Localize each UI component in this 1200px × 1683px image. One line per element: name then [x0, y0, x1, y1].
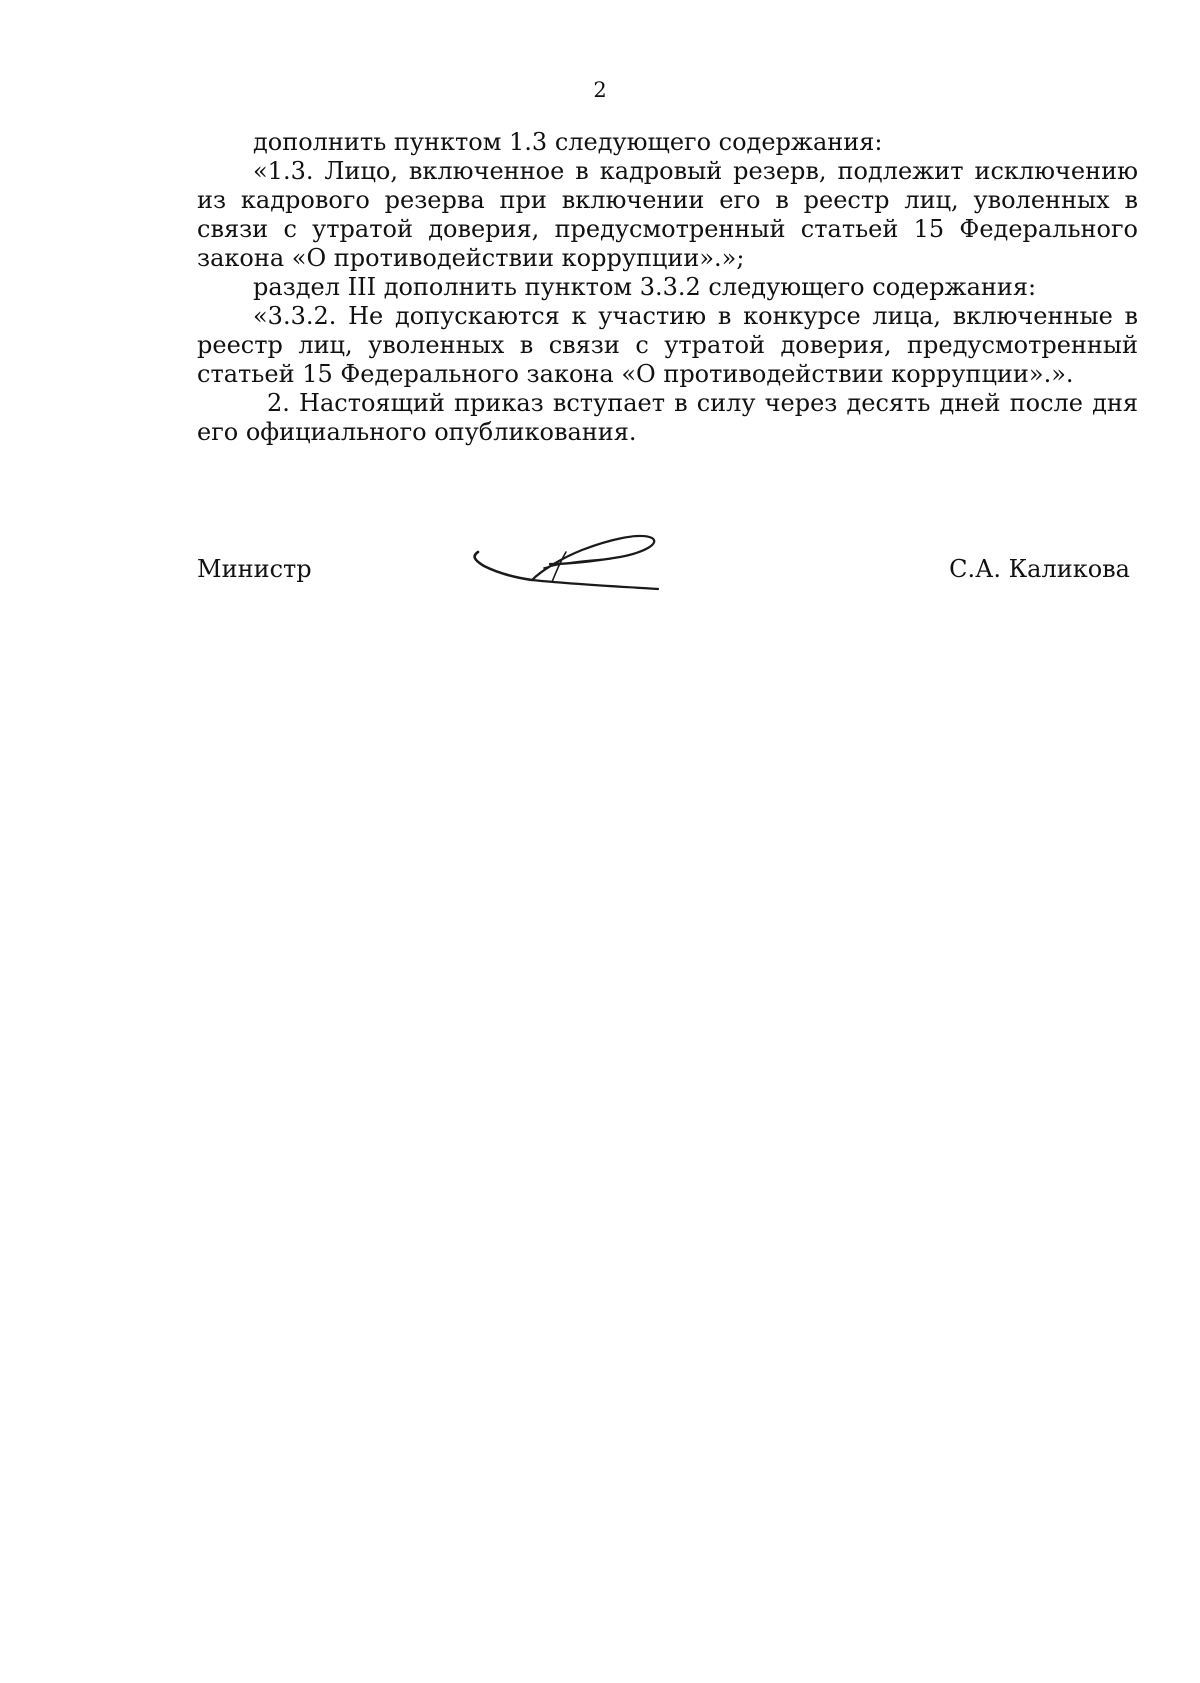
paragraph-effective-date: 2. Настоящий приказ вступает в силу через десять дней после дня его официального опубликования.	[197, 389, 1138, 446]
handwritten-signature	[470, 522, 670, 597]
signatory-name: С.А. Каликова	[949, 555, 1130, 583]
signature-stroke-down	[552, 552, 566, 582]
signature-stroke-hook	[475, 552, 532, 580]
signature-stroke-loop	[532, 536, 654, 580]
signatory-position: Министр	[197, 555, 312, 583]
page-number: 2	[593, 78, 607, 102]
paragraph-clause-3-3-2: «3.3.2. Не допускаются к участию в конкурсе лица, включенные в реестр лиц, уволенных в связи с утратой доверия, предусмотренный статьей 15 Федерального закона «О противодействии коррупции».».	[197, 302, 1138, 388]
signature-stroke-tail	[532, 580, 658, 589]
document-body	[197, 128, 1138, 447]
paragraph-clause-1-3: «1.3. Лицо, включенное в кадровый резерв, подлежит исключению из кадрового резерва при включении его в реестр лиц, уволенных в связи с утратой доверия, предусмотренный статьей 15 Федерального закона «О противодействии коррупции».»;	[197, 157, 1138, 272]
paragraph-amendment-intro: дополнить пунктом 1.3 следующего содержания:	[253, 128, 883, 156]
paragraph-section-3-intro: раздел III дополнить пунктом 3.3.2 следующего содержания:	[253, 273, 1037, 301]
